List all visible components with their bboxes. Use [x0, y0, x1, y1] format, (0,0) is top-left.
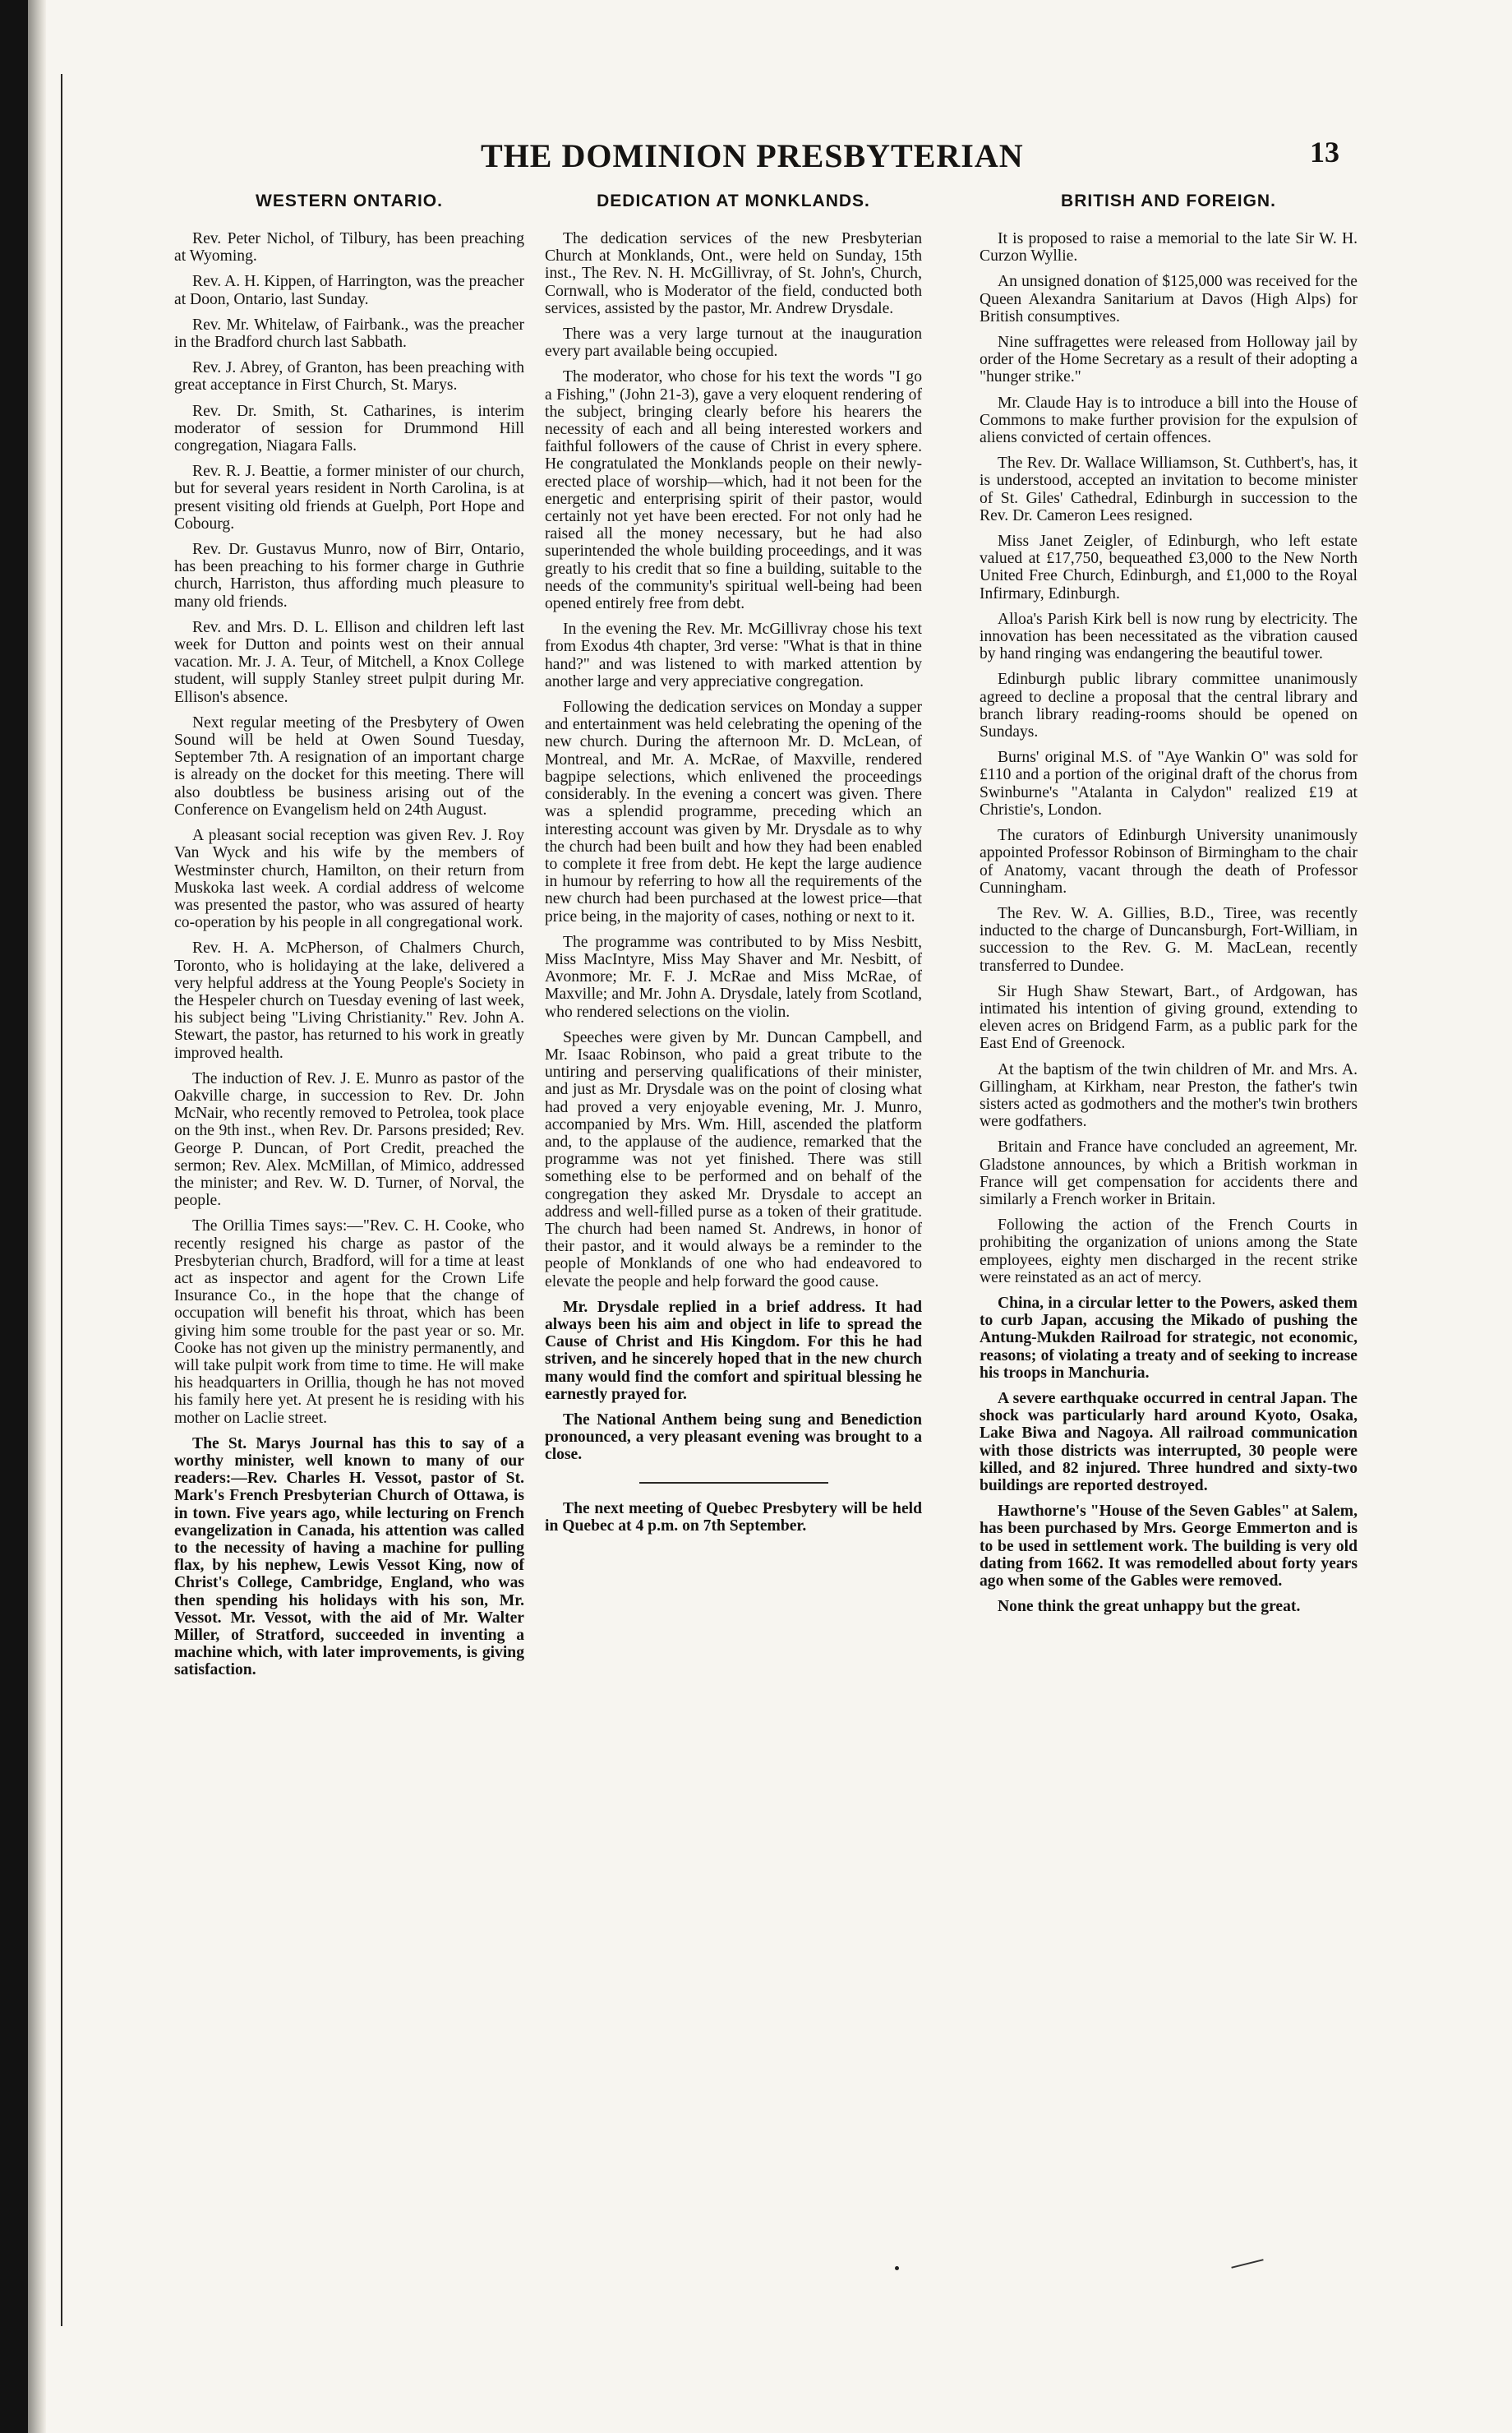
article-paragraph: Next regular meeting of the Presbytery of Owen Sound will be held at Owen Sound Tuesday, September 7th. A resignation of an important charge is already on the docket for this meeting. There will also doubtless be business arising out of the Conference on Evangelism held on 24th August. — [174, 713, 524, 819]
article-paragraph: Miss Janet Zeigler, of Edinburgh, who left estate valued at £17,750, bequeathed £3,000 to the New North United Free Church, Edinburgh, and £1,000 to the Royal Infirmary, Edinburgh. — [980, 533, 1358, 602]
article-paragraph: Mr. Claude Hay is to introduce a bill into the House of Commons to make further provision for the expulsion of aliens convicted of certain offences. — [980, 394, 1358, 447]
article-paragraph: Rev. R. J. Beattie, a former minister of our church, but for several years resident in North Carolina, is at present visiting old friends at Guelph, Port Hope and Cobourg. — [174, 463, 524, 533]
article-paragraph: Speeches were given by Mr. Duncan Campbell, and Mr. Isaac Robinson, who paid a great tribute to the untiring and perserving qualifications of their minister, and just as Mr. Drysdale was on the point of closing what had proved a very enjoyable evening, Mr. J. Munro, accompanied by Mrs. Wm. Hill, ascended the platform and, to the applause of the audience, remarked that the programme was not yet finished. There was still something else to be performed and on behalf of the congregation they asked Mr. Drysdale to accept an address and well-filled purse as a token of their gratitude. The church had been named St. Andrews, in honor of their pastor, and it would always be a reminder to the people of Monklands of one who had endeavored to elevate the people and help forward the good cause. — [545, 1028, 922, 1290]
article-paragraph: Rev. A. H. Kippen, of Harrington, was the preacher at Doon, Ontario, last Sunday. — [174, 273, 524, 308]
column-british-foreign — [980, 191, 1358, 1623]
article-paragraph: Rev. H. A. McPherson, of Chalmers Church, Toronto, who is holidaying at the lake, delivered a very helpful address at the Young People's Society in the Hespeler church on Tuesday evening of last week, his subject being "Living Christianity." Rev. John A. Stewart, the pastor, has returned to his work in greatly improved health. — [174, 939, 524, 1062]
article-paragraph: Following the action of the French Courts in prohibiting the organization of unions among the State employees, eighty men discharged in the recent strike were reinstated as an act of mercy. — [980, 1216, 1358, 1286]
article-paragraph: There was a very large turnout at the inauguration every part available being occupied. — [545, 325, 922, 361]
article-paragraph: Following the dedication services on Monday a supper and entertainment was held celebrating the opening of the new church. During the afternoon Mr. D. McLean, of Montreal, and Mr. A. McRae, of Maxville, rendered bagpipe selections, which enlivened the proceedings considerably. In the evening a concert was given. There was a splendid programme, preceding which an interesting account was given by Mr. Drysdale as to why the church had been built and how they had been enabled to complete it free from debt. He kept the large audience in humour by referring to how all the requirements of the new church had been purchased at the lowest price—that price being, in the majority of cases, nothing or next to it. — [545, 699, 922, 926]
article-paragraph: A pleasant social reception was given Rev. J. Roy Van Wyck and his wife by the members of Westminster church, Hamilton, on their return from Muskoka last week. A cordial address of welcome was presented the pastor, who was assured of hearty co-operation by his people in all congregational work. — [174, 827, 524, 932]
page-number: 13 — [1310, 136, 1339, 169]
masthead-title: THE DOMINION PRESBYTERIAN — [481, 137, 1024, 174]
scan-dark-edge — [0, 0, 28, 2433]
section-heading-monklands: DEDICATION AT MONKLANDS. — [597, 192, 870, 210]
article-paragraph: Rev. and Mrs. D. L. Ellison and children left last week for Dutton and points west on their annual vacation. Mr. J. A. Teur, of Mitchell, a Knox College student, will supply Stanley street pulpit during Mr. Ellison's absence. — [174, 618, 524, 706]
section-heading-western-ontario: WESTERN ONTARIO. — [256, 192, 443, 210]
column-western-ontario — [174, 191, 524, 1687]
article-paragraph: The curators of Edinburgh University unanimously appointed Professor Robinson of Birmingham to the chair of Anatomy, vacant through the death of Professor Cunningham. — [980, 827, 1358, 897]
article-paragraph: Edinburgh public library committee unanimously agreed to decline a proposal that the central library and branch library reading-rooms should be opened on Sundays. — [980, 671, 1358, 741]
article-paragraph: Rev. Dr. Gustavus Munro, now of Birr, Ontario, has been preaching to his former charge in Guthrie church, Harriston, thus affording much pleasure to many old friends. — [174, 541, 524, 611]
page-fold-shadow — [28, 0, 46, 2433]
article-paragraph: Hawthorne's "House of the Seven Gables" at Salem, has been purchased by Mrs. George Emmerton and is to be used in settlement work. The building is very old dating from 1662. It was remodelled about forty years ago when some of the Gables were removed. — [980, 1503, 1358, 1590]
column-end-mark — [1231, 2259, 1263, 2269]
article-paragraph: The Rev. Dr. Wallace Williamson, St. Cuthbert's, has, it is understood, accepted an invitation to become minister of St. Giles' Cathedral, Edinburgh in succession to the Rev. Dr. Cameron Lees resigned. — [980, 455, 1358, 524]
column-monklands — [545, 191, 922, 1543]
article-paragraph: Rev. Peter Nichol, of Tilbury, has been preaching at Wyoming. — [174, 230, 524, 265]
article-paragraph: At the baptism of the twin children of Mr. and Mrs. A. Gillingham, at Kirkham, near Preston, the father's twin sisters acted as godmothers and the mother's twin brothers were godfathers. — [980, 1060, 1358, 1131]
article-paragraph: Rev. Mr. Whitelaw, of Fairbank., was the preacher in the Bradford church last Sabbath. — [174, 316, 524, 352]
article-paragraph: Rev. J. Abrey, of Granton, has been preaching with great acceptance in First Church, St. Marys. — [174, 359, 524, 395]
article-paragraph: In the evening the Rev. Mr. McGillivray chose his text from Exodus 4th chapter, 3rd verse: "What is that in thine hand?" and was listened to with marked attention by another large and very appreciative congregation. — [545, 621, 922, 690]
article-paragraph: Alloa's Parish Kirk bell is now rung by electricity. The innovation has been necessitated as the vibration caused by hand ringing was endangering the beautiful tower. — [980, 610, 1358, 663]
article-paragraph: The induction of Rev. J. E. Munro as pastor of the Oakville charge, in succession to Rev. Dr. John McNair, who recently removed to Petrolea, took place on the 9th inst., when Rev. Dr. Parsons presided; Rev. George P. Duncan, of Port Credit, preached the sermon; Rev. Alex. McMillan, of Mimico, addressed the minister; and Rev. W. D. Turner, of Norval, the people. — [174, 1069, 524, 1210]
article-paragraph: An unsigned donation of $125,000 was received for the Queen Alexandra Sanitarium at Davos (High Alps) for British consumptives. — [980, 273, 1358, 325]
article-paragraph: The Rev. W. A. Gillies, B.D., Tiree, was recently inducted to the charge of Duncansburgh, Fort-William, in succession to the Rev. G. M. MacLean, recently transferred to Dundee. — [980, 904, 1358, 975]
section-separator — [639, 1482, 828, 1484]
article-paragraph: The moderator, who chose for his text the words "I go a Fishing," (John 21-3), gave a very eloquent rendering of the subject, bringing clearly before his hearers the necessity of each and all being interested workers and faithful followers of the cause of Christ in every sphere. He congratulated the Monklands people on their newly-erected place of worship—which, had it not been for the energetic and enterprising spirit of their pastor, would certainly not yet have been erected. For not only had he raised all the money necessary, but he had also superintended the whole building proceedings, and it was greatly to his credit that so fine a building, suitable to the needs of the community's spiritual well-being had been opened entirely free from debt. — [545, 368, 922, 613]
page-header — [164, 132, 1339, 189]
article-paragraph: A severe earthquake occurred in central Japan. The shock was particularly hard around Kyoto, Osaka, Lake Biwa and Nagoya. All railroad communication with those districts was interrupted, 30 people were killed, and 82 injured. Three hundred and sixty-two buildings are reported destroyed. — [980, 1389, 1358, 1494]
article-paragraph: Britain and France have concluded an agreement, Mr. Gladstone announces, by which a British workman in France will get compensation for accidents there and similarly a French worker in Britain. — [980, 1138, 1358, 1208]
article-paragraph: The St. Marys Journal has this to say of a worthy minister, well known to many of our readers:—Rev. Charles H. Vessot, pastor of St. Mark's French Presbyterian Church of Ottawa, is in town. Five years ago, while lecturing on French evangelization in Canada, his attention was called to the necessity of having a machine for pulling flax, by his nephew, Lewis Vessot King, now of Christ's College, Cambridge, England, who was then spending his holidays with his son, Mr. Vessot. Mr. Vessot, with the aid of Mr. Walter Miller, of Stratford, succeeded in inventing a machine which, with later improvements, is giving satisfaction. — [174, 1434, 524, 1679]
article-paragraph: Sir Hugh Shaw Stewart, Bart., of Ardgowan, has intimated his intention of giving ground, extending to eleven acres on Bridgend Farm, as a public park for the East End of Greenock. — [980, 982, 1358, 1053]
article-paragraph: It is proposed to raise a memorial to the late Sir W. H. Curzon Wyllie. — [980, 230, 1358, 265]
article-paragraph: The dedication services of the new Presbyterian Church at Monklands, Ont., were held on Sunday, 15th inst., The Rev. N. H. McGillivray, of St. John's, Church, Cornwall, who is Moderator of the field, conducted both services, assisted by the pastor, Mr. Andrew Drysdale. — [545, 230, 922, 317]
margin-rule — [61, 74, 62, 2326]
article-paragraph: The National Anthem being sung and Benediction pronounced, a very pleasant evening was brought to a close. — [545, 1411, 922, 1464]
article-paragraph: Mr. Drysdale replied in a brief address. It had always been his aim and object in life to spread the Cause of Christ and His Kingdom. For this he had striven, and he sincerely hoped that in the new church many would find the comfort and spiritual blessing he earnestly prayed for. — [545, 1298, 922, 1403]
article-paragraph: Nine suffragettes were released from Holloway jail by order of the Home Secretary as a result of their adopting a "hunger strike." — [980, 334, 1358, 386]
article-paragraph: Burns' original M.S. of "Aye Wankin O" was sold for £110 and a portion of the original draft of the chorus from Swinburne's "Atalanta in Calydon" realized £19 at Christie's, London. — [980, 749, 1358, 819]
article-paragraph: The Orillia Times says:—"Rev. C. H. Cooke, who recently resigned his charge as pastor of the Presbyterian church, Bradford, will for a time at least act as inspector and agent for the Crown Life Insurance Co., in the hope that the change of occupation will benefit his throat, which has been giving him some trouble for the past year or so. Mr. Cooke has not given up the ministry permanently, and will take pulpit work from time to time. He will make his headquarters in Orillia, though he has not moved his family here yet. At present he is residing with his mother on Laclie street. — [174, 1217, 524, 1427]
article-paragraph: Rev. Dr. Smith, St. Catharines, is interim moderator of session for Drummond Hill congregation, Niagara Falls. — [174, 402, 524, 455]
presbytery-notice: The next meeting of Quebec Presbytery will be held in Quebec at 4 p.m. on 7th September. — [545, 1499, 922, 1535]
article-paragraph: The programme was contributed to by Miss Nesbitt, Miss MacIntyre, Miss May Shaver and Mr. Nesbitt, of Avonmore; Mr. F. J. McRae and Miss McRae, of Maxville; and Mr. John A. Drysdale, lately from Scotland, who rendered selections on the violin. — [545, 933, 922, 1021]
section-heading-british-foreign: BRITISH AND FOREIGN. — [1061, 192, 1276, 210]
ink-dot — [895, 2266, 899, 2270]
article-paragraph: China, in a circular letter to the Powers, asked them to curb Japan, accusing the Mikado of pushing the Antung-Mukden Railroad for strategic, not economic, reasons; of violating a treaty and of seeking to increase his troops in Manchuria. — [980, 1294, 1358, 1382]
closing-quote: None think the great unhappy but the great. — [998, 1598, 1301, 1616]
